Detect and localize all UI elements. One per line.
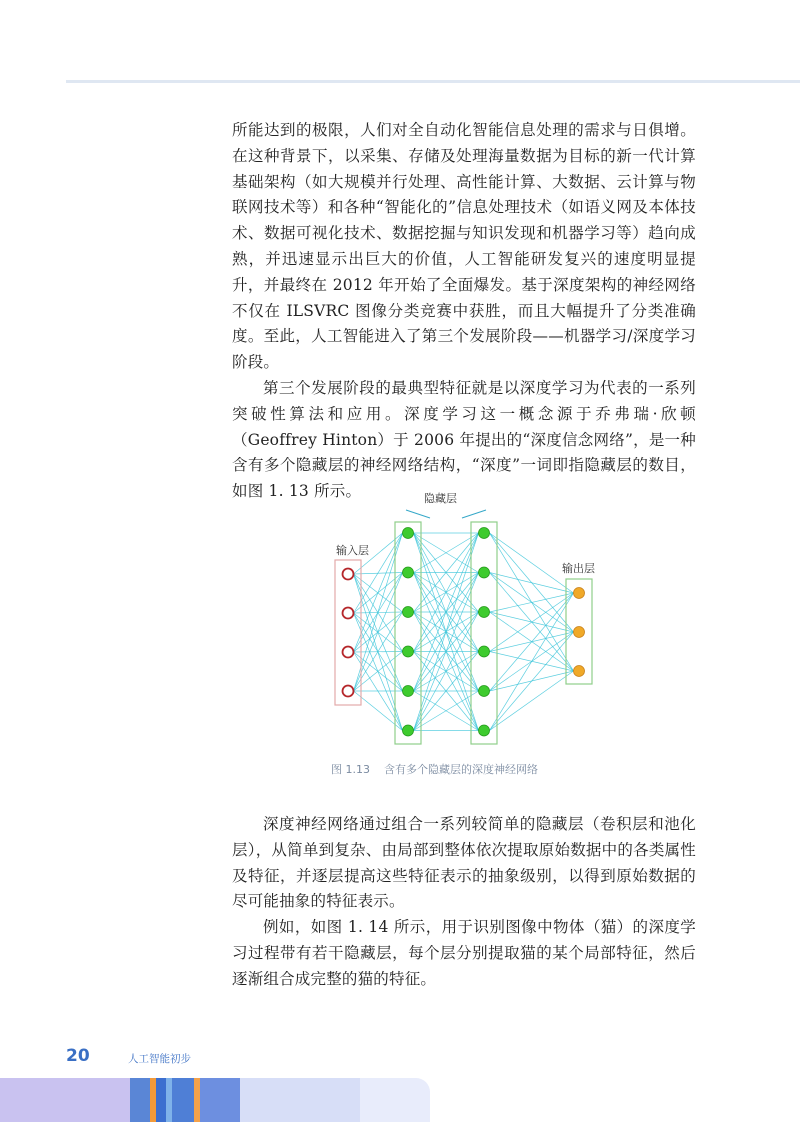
- network-edge: [490, 671, 574, 731]
- hidden1-node: [403, 725, 414, 736]
- hidden2-node: [479, 528, 490, 539]
- hidden-layer-label: 隐藏层: [424, 492, 457, 505]
- input-node: [343, 569, 354, 580]
- body-text-top: [232, 118, 696, 505]
- network-edge: [490, 573, 574, 594]
- paragraph-3: 深度神经网络通过组合一系列较简单的隐藏层（卷积层和池化层），从简单到复杂、由局部到整体依次提取原始数据中的各类属性及特征，并逐层提高这些特征表示的抽象级别，以得到原始数据的尽可能抽象的特征表示。: [232, 815, 696, 911]
- neural-network-figure: [326, 488, 626, 748]
- paragraph-1: 所能达到的极限，人们对全自动化智能信息处理的需求与日俱增。在这种背景下，以采集、存储及处理海量数据为目标的新一代计算基础架构（如大规模并行处理、高性能计算、大数据、云计算与物联网技术等）和各种“智能化的”信息处理技术（如语义网及本体技术、数据可视化技术、数据挖掘与知识发现和机器学习等）趋向成熟，并迅速显示出巨大的价值，人工智能研发复兴的速度明显提升，并最终在 2012 年开始了全面爆发。基于深度架构的神经网络不仅在 ILSVRC 图像分类竞赛中获胜，而且大幅提升了分类准确度。至此，人工智能进入了第三个发展阶段——机器学习/深度学习阶段。: [232, 121, 696, 372]
- hidden1-node: [403, 607, 414, 618]
- hidden2-node: [479, 646, 490, 657]
- hidden2-node: [479, 686, 490, 697]
- input-node: [343, 647, 354, 658]
- hidden2-node: [479, 725, 490, 736]
- neural-network-diagram: [326, 488, 626, 748]
- hidden1-node: [403, 528, 414, 539]
- network-edge: [490, 593, 574, 612]
- input-node: [343, 686, 354, 697]
- hidden2-node: [479, 607, 490, 618]
- hidden1-node: [403, 686, 414, 697]
- hidden-layer-1-box: [395, 522, 421, 744]
- body-text-bottom: [232, 812, 696, 993]
- output-node: [574, 588, 585, 599]
- paragraph-4: 例如，如图 1. 14 所示，用于识别图像中物体（猫）的深度学习过程带有若干隐藏层，每个层分别提取猫的某个局部特征，然后逐渐组合成完整的猫的特征。: [232, 918, 696, 988]
- footer-color-bar: [0, 1078, 430, 1122]
- network-edges: [354, 533, 574, 731]
- paragraph-2: 第三个发展阶段的最典型特征就是以深度学习为代表的一系列突破性算法和应用。深度学习这一概念源于乔弗瑞·欣顿（Geoffrey Hinton）于 2006 年提出的“深度信念网络”，是一种含有多个隐藏层的神经网络结构，“深度”一词即指隐藏层的数目，如图 1. 13 所示。: [232, 378, 696, 501]
- output-node: [574, 627, 585, 638]
- output-node: [574, 666, 585, 677]
- hidden2-node: [479, 567, 490, 578]
- page-number: 20: [66, 1046, 90, 1066]
- header-rule: [66, 80, 800, 83]
- hidden-layer-pointer: [406, 510, 486, 518]
- figure-caption: 图 1.13 含有多个隐藏层的深度神经网络: [331, 763, 538, 776]
- network-edge: [490, 533, 574, 593]
- input-layer-label: 输入层: [336, 544, 369, 557]
- input-node: [343, 608, 354, 619]
- network-edge: [490, 632, 574, 731]
- hidden-layer-2-box: [471, 522, 497, 744]
- hidden1-node: [403, 567, 414, 578]
- network-edge: [490, 593, 574, 691]
- hidden1-node: [403, 646, 414, 657]
- book-title: 人工智能初步: [128, 1053, 191, 1065]
- output-layer-label: 输出层: [562, 562, 595, 575]
